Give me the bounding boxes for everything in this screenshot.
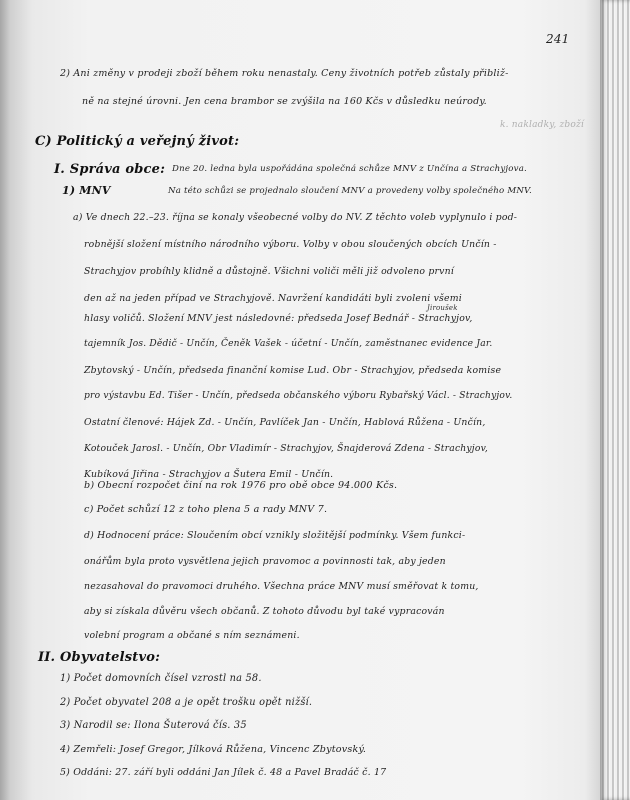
para-d-line-1: d) Hodnocení práce: Sloučením obcí vznikly složitější podmínky. Všem funkci-: [84, 530, 466, 541]
sprava-obce-text: Dne 20. ledna byla uspořádána společná schůze MNV z Unčína a Strachyjova.: [172, 164, 527, 174]
para-d-line-5: volební program a občané s ním seznámeni.: [84, 630, 300, 641]
book-spine: [600, 0, 630, 800]
para-a-line-9: Ostatní členové: Hájek Zd. - Unčín, Pavlíček Jan - Unčín, Hablová Růžena - Unčín,: [84, 417, 486, 428]
para-d-line-3: nezasahoval do pravomoci druhého. Všechna práce MNV musí směřovat k tomu,: [84, 581, 479, 592]
para-a-line-7: Zbytovský - Unčín, předseda finanční komise Lud. Obr - Strachyjov, předseda komise: [84, 365, 502, 376]
section-ii-heading: II. Obyvatelstvo:: [38, 650, 161, 665]
item-2-line-2: ně na stejné úrovni. Jen cena brambor se zvýšila na 160 Kčs v důsledku neúrody.: [82, 96, 487, 107]
mnv-text: Na této schůzi se projednalo sloučení MNV a provedeny volby společného MNV.: [168, 186, 532, 196]
para-d-line-2: onářům byla proto vysvětlena jejich pravomoc a povinnosti tak, aby jeden: [84, 556, 446, 567]
para-a-line-4: den až na jeden případ ve Strachyjově. Navržení kandidáti byli zvoleni všemi: [84, 293, 462, 304]
section-c-heading: C) Politický a veřejný život:: [35, 134, 240, 149]
para-d-line-4: aby si získala důvěru všech občanů. Z tohoto důvodu byl také vypracován: [84, 606, 445, 617]
insert-note: Jiroušek: [427, 304, 458, 312]
para-a-line-6: tajemník Jos. Dědič - Unčín, Čeněk Vašek - účetní - Unčín, zaměstnanec evidence Jar.: [84, 339, 493, 349]
faint-note: k. nakladky, zboží: [500, 120, 585, 130]
para-a-line-11: Kubíková Jiřina - Strachyjov a Šutera Emil - Unčín.: [84, 469, 334, 480]
para-c: c) Počet schůzí 12 z toho plena 5 a rady MNV 7.: [84, 504, 328, 515]
para-a-line-5: hlasy voličů. Složení MNV jest následovné: předseda Josef Bednář - Strachyjov,: [84, 313, 473, 324]
sprava-obce-heading: I. Správa obce:: [54, 162, 166, 177]
para-a-line-3: Strachyjov probíhly klidně a důstojně. Všichni voliči měli již odvoleno první: [84, 266, 454, 277]
obyvatelstvo-item-3: 3) Narodil se: Ilona Šuterová čís. 35: [60, 720, 247, 731]
para-b: b) Obecní rozpočet činí na rok 1976 pro obě obce 94.000 Kčs.: [84, 480, 398, 491]
para-a-line-8: pro výstavbu Ed. Tišer - Unčín, předseda občanského výboru Rybařský Václ. - Strachyjov.: [84, 391, 513, 401]
obyvatelstvo-item-5: 5) Oddáni: 27. září byli oddáni Jan Jílek č. 48 a Pavel Bradáč č. 17: [60, 767, 387, 778]
obyvatelstvo-item-1: 1) Počet domovních čísel vzrostl na 58.: [60, 673, 262, 684]
para-a-line-1: a) Ve dnech 22.–23. října se konaly všeobecné volby do NV. Z těchto voleb vyplynulo i pod-: [73, 212, 518, 223]
mnv-label: 1) MNV: [62, 184, 111, 197]
item-2-line-1: 2) Ani změny v prodeji zboží během roku nenastaly. Ceny životních potřeb zůstaly přibliž-: [60, 68, 509, 79]
para-a-line-2: robnější složení místního národního výboru. Volby v obou sloučených obcích Unčín -: [84, 239, 497, 250]
obyvatelstvo-item-2: 2) Počet obyvatel 208 a je opět trošku opět nižší.: [60, 697, 313, 708]
obyvatelstvo-item-4: 4) Zemřeli: Josef Gregor, Jílková Růžena, Vincenc Zbytovský.: [60, 744, 367, 755]
page-number: 241: [546, 32, 570, 46]
para-a-line-10: Kotouček Jarosl. - Unčín, Obr Vladimír - Strachyjov, Šnajderová Zdena - Strachyjov,: [84, 443, 488, 454]
